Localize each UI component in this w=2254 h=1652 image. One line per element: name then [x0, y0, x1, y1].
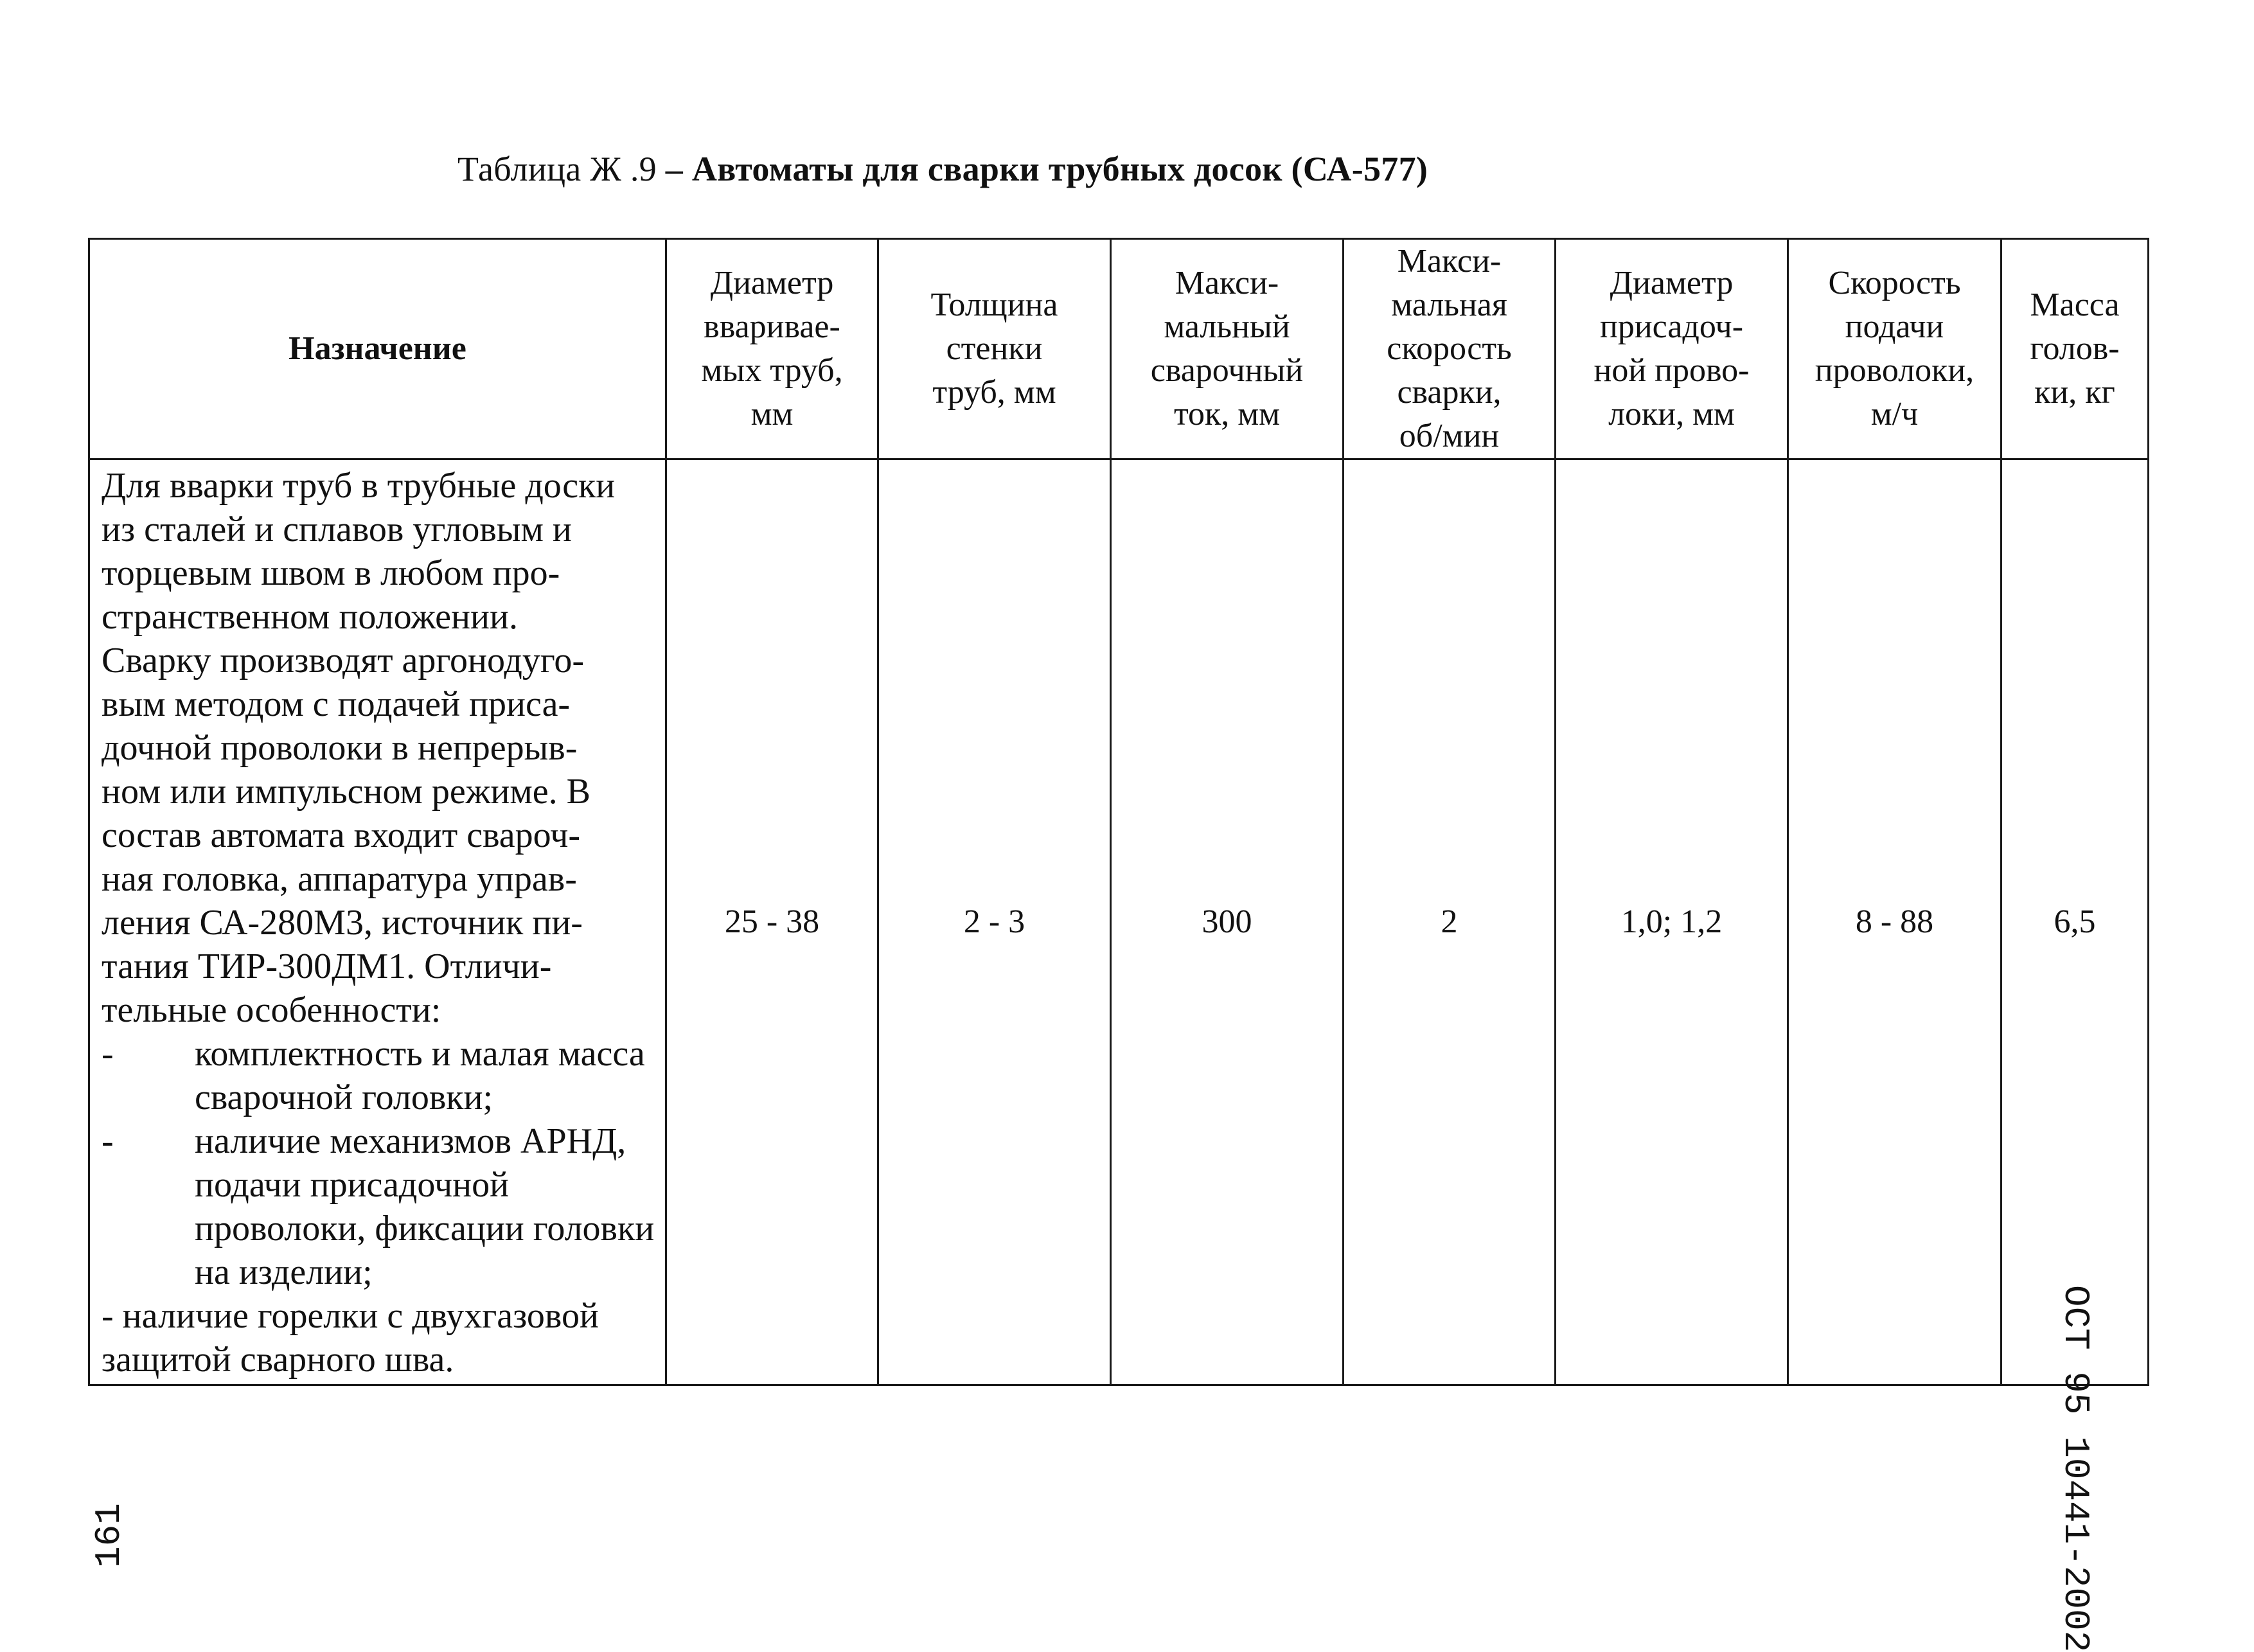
- purpose-bullet-1: [102, 1032, 656, 1119]
- header-wire-diameter: Диаметр присадоч- ной прово- локи, мм: [1556, 239, 1788, 459]
- purpose-line: Для вварки труб в трубные доски: [102, 466, 616, 506]
- value-wire-diameter: 1,0; 1,2: [1556, 459, 1788, 1385]
- header-head-mass: Масса голов- ки, кг: [2001, 239, 2149, 459]
- header-tube-diameter: Диаметр вваривае- мых труб, мм: [666, 239, 878, 459]
- purpose-line: ная головка, аппаратура управ-: [102, 859, 577, 899]
- header-feed-speed: Скорость подачи проволоки, м/ч: [1788, 239, 2001, 459]
- caption-dash: –: [656, 150, 684, 188]
- caption-title: Автоматы для сварки трубных досок (СА-577): [691, 150, 1428, 188]
- purpose-line: странственном положении.: [102, 597, 518, 637]
- value-wall-thickness: 2 - 3: [878, 459, 1111, 1385]
- table-row: [89, 459, 2149, 1385]
- purpose-line: тания ТИР-300ДМ1. Отличи-: [102, 946, 552, 986]
- bullet-text: комплектность и малая масса сварочной головки;: [195, 1034, 645, 1117]
- value-tube-diameter: 25 - 38: [666, 459, 878, 1385]
- purpose-line: состав автомата входит свароч-: [102, 815, 581, 855]
- value-max-speed: 2: [1344, 459, 1556, 1385]
- bullet-text: наличие механизмов АРНД, подачи присадочной проволоки, фиксации головки на изделии;: [195, 1121, 655, 1292]
- standard-code: ОСТ 95 10441-2002: [2055, 1285, 2096, 1652]
- header-wall-thickness: Толщина стенки труб, мм: [878, 239, 1111, 459]
- purpose-line: тельные особенности:: [102, 990, 441, 1030]
- header-row: [89, 239, 2149, 459]
- purpose-cell: [89, 459, 666, 1385]
- purpose-bullet-3: - наличие горелки с двухгазовой защитой сварного шва.: [102, 1296, 599, 1380]
- value-feed-speed: 8 - 88: [1788, 459, 2001, 1385]
- value-head-mass: 6,5: [2001, 459, 2149, 1385]
- purpose-line: Сварку производят аргонодуго-: [102, 641, 585, 680]
- purpose-line: ном или импульсном режиме. В: [102, 772, 590, 812]
- purpose-line: дочной проволоки в непрерыв-: [102, 728, 578, 768]
- purpose-line: из сталей и сплавов угловым и: [102, 510, 572, 549]
- table-caption: [457, 149, 1428, 189]
- purpose-line: вым методом с подачей приса-: [102, 684, 571, 724]
- purpose-line: торцевым швом в любом про-: [102, 553, 560, 593]
- header-purpose: Назначение: [89, 239, 666, 459]
- purpose-line: ления СА-280М3, источник пи-: [102, 903, 583, 943]
- header-max-speed: Макси- мальная скорость сварки, об/мин: [1344, 239, 1556, 459]
- spec-table: [88, 238, 2149, 1386]
- bullet-dash: -: [102, 1034, 114, 1074]
- value-max-current: 300: [1111, 459, 1344, 1385]
- bullet-dash: -: [102, 1121, 114, 1161]
- page-number: 161: [89, 1503, 130, 1568]
- header-max-current: Макси- мальный сварочный ток, мм: [1111, 239, 1344, 459]
- caption-prefix: Таблица Ж .9: [457, 150, 657, 188]
- purpose-bullet-2: [102, 1119, 656, 1294]
